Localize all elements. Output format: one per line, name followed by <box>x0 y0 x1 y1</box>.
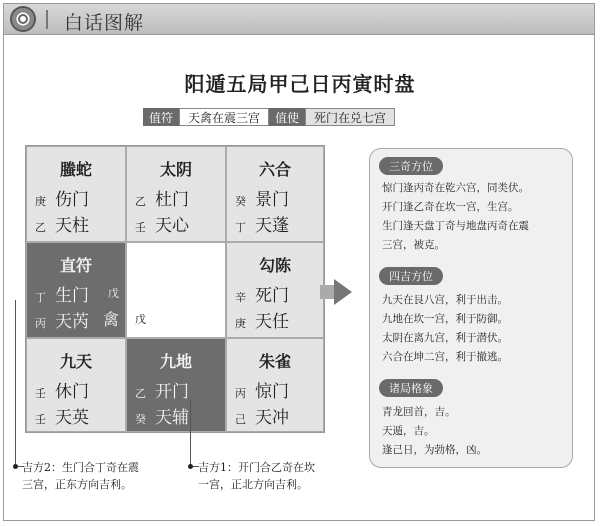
center-stem: 戊 <box>135 313 146 326</box>
geju-text <box>382 403 572 460</box>
info-bar <box>143 108 395 126</box>
palace-star: 天心 <box>155 216 189 236</box>
leader-line-right <box>190 400 199 467</box>
palace-star: 天任 <box>255 312 289 332</box>
sanqi-heading: 三奇方位 <box>379 157 443 175</box>
note-line: 吉方1：开门合乙奇在坎 <box>198 461 315 474</box>
palace-door: 杜门 <box>155 190 189 210</box>
note-line: 一宫，正北方向吉利。 <box>198 478 308 491</box>
palace-star: 天柱 <box>55 216 89 236</box>
palace-n <box>126 146 226 242</box>
heaven-stem: 辛 <box>235 291 246 304</box>
nine-palace-grid <box>25 145 325 433</box>
palace-god: 朱雀 <box>258 352 291 371</box>
palace-door: 伤门 <box>55 190 89 210</box>
zhishi-label: 值使 <box>269 108 305 126</box>
palace-door: 惊门 <box>255 382 289 402</box>
zhifu-label: 值符 <box>143 108 179 126</box>
arrow-tail <box>320 285 334 299</box>
palace-door: 死门 <box>255 286 289 306</box>
note-right <box>198 459 315 493</box>
text-line: 天遁，吉。 <box>382 425 435 437</box>
earth-stem: 壬 <box>35 413 46 426</box>
palace-god: 九地 <box>159 352 192 371</box>
page-title: 阳遁五局甲己日丙寅时盘 <box>184 72 416 96</box>
text-line: 九地在坎一宫，利于防御。 <box>382 313 508 325</box>
header-divider <box>46 10 48 29</box>
text-line: 开门逢乙奇在坎一宫，生宫。 <box>382 201 519 213</box>
palace-star: 天辅 <box>155 408 189 428</box>
palace-god: 六合 <box>258 160 291 179</box>
text-line: 惊门逢丙奇在乾六宫，同类伏。 <box>382 182 529 194</box>
text-line: 三宫，被克。 <box>382 239 445 251</box>
earth-stem: 丙 <box>35 317 46 330</box>
text-line: 太阴在离九宫，利于潜伏。 <box>382 332 508 344</box>
palace-star: 天冲 <box>255 408 289 428</box>
text-line: 逢己日，为勃格，凶。 <box>382 444 487 456</box>
note-line: 三宫，正东方向吉利。 <box>22 478 132 491</box>
logo-icon <box>10 6 36 32</box>
earth-stem: 庚 <box>235 317 246 330</box>
palace-god: 勾陈 <box>258 256 291 275</box>
side-star: 禽 <box>102 310 119 329</box>
heaven-stem: 癸 <box>235 195 246 208</box>
earth-stem: 己 <box>235 413 246 426</box>
palace-se <box>226 338 324 432</box>
palace-ne <box>226 146 324 242</box>
zhishi-value: 死门在兑七宫 <box>305 108 395 126</box>
text-line: 九天在艮八宫，利于出击。 <box>382 294 508 306</box>
side-stem: 戊 <box>108 287 119 300</box>
heaven-stem: 丙 <box>235 387 246 400</box>
note-line: 吉方2：生门合丁奇在震 <box>22 461 139 474</box>
header-bar <box>4 4 594 35</box>
heaven-stem: 庚 <box>35 195 46 208</box>
palace-god: 螣蛇 <box>59 160 92 179</box>
earth-stem: 丁 <box>235 221 246 234</box>
bullet-dot <box>13 464 18 469</box>
text-line: 六合在坤二宫，利于撤逃。 <box>382 351 508 363</box>
palace-s <box>126 338 226 432</box>
earth-stem: 壬 <box>135 221 146 234</box>
palace-god: 太阴 <box>159 160 192 179</box>
palace-door: 生门 <box>55 286 89 306</box>
palace-star: 天芮 <box>55 312 89 332</box>
earth-stem: 乙 <box>35 221 46 234</box>
analysis-panel <box>369 148 573 468</box>
siji-heading: 四吉方位 <box>379 267 443 285</box>
palace-door: 开门 <box>155 382 189 402</box>
bullet-dot <box>188 464 193 469</box>
siji-text <box>382 291 572 367</box>
heaven-stem: 丁 <box>35 291 46 304</box>
note-left <box>22 459 139 493</box>
palace-w <box>26 242 126 338</box>
palace-door: 休门 <box>55 382 89 402</box>
palace-e <box>226 242 324 338</box>
geju-heading: 诸局格象 <box>379 379 443 397</box>
text-line: 生门逢天盘丁奇与地盘丙奇在震 <box>382 220 529 232</box>
palace-sw <box>26 338 126 432</box>
heaven-stem: 乙 <box>135 387 146 400</box>
leader-line-left <box>15 300 24 467</box>
palace-door: 景门 <box>255 190 289 210</box>
earth-stem: 癸 <box>135 413 146 426</box>
palace-star: 天蓬 <box>255 216 289 236</box>
palace-center <box>126 242 226 338</box>
text-line: 青龙回首，吉。 <box>382 406 456 418</box>
zhifu-value: 天禽在震三宫 <box>179 108 269 126</box>
sanqi-text <box>382 179 572 255</box>
palace-nw <box>26 146 126 242</box>
heaven-stem: 乙 <box>135 195 146 208</box>
palace-god: 直符 <box>59 256 92 275</box>
heaven-stem: 壬 <box>35 387 46 400</box>
palace-god: 九天 <box>59 352 92 371</box>
header-title: 白话图解 <box>64 12 145 34</box>
palace-star: 天英 <box>55 408 89 428</box>
arrow-right-icon <box>334 279 352 305</box>
